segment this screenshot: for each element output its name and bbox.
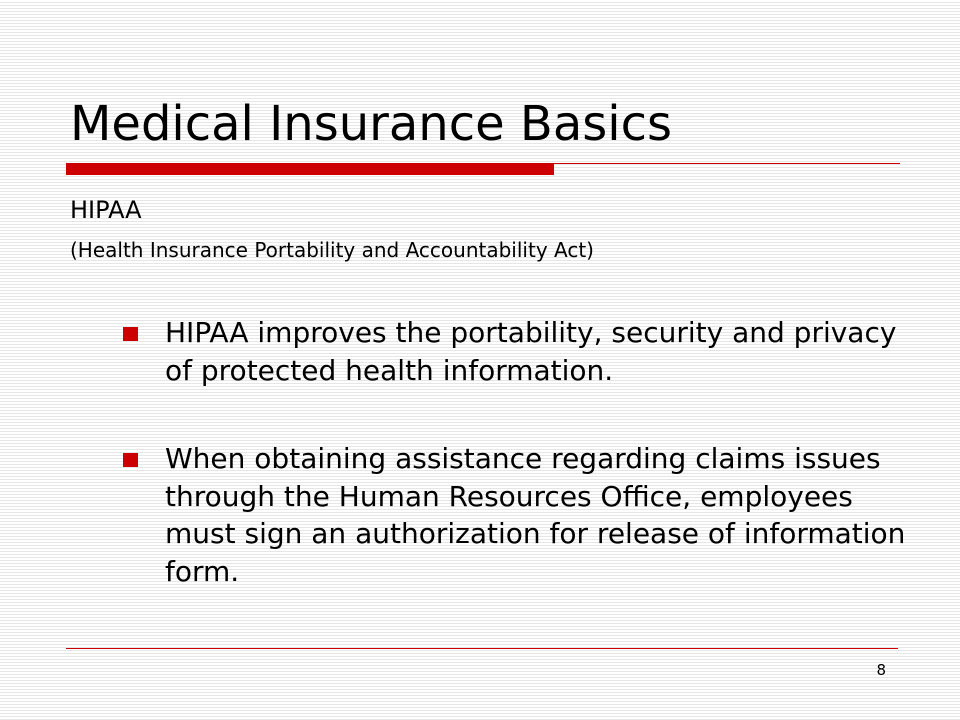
slide-title: Medical Insurance Basics: [70, 96, 672, 152]
footer-divider: [66, 648, 898, 649]
square-bullet-icon: [123, 453, 138, 467]
bullet-text: HIPAA improves the portability, security and privacy of protected health information.: [165, 316, 897, 387]
title-underline-accent: [66, 164, 554, 175]
section-heading: HIPAA: [70, 196, 142, 224]
square-bullet-icon: [123, 327, 138, 341]
list-item: [120, 314, 910, 389]
bullet-list: [120, 314, 910, 641]
section-heading-expansion: (Health Insurance Portability and Accountability Act): [70, 238, 594, 262]
list-item: [120, 440, 910, 590]
bullet-text: When obtaining assistance regarding claims issues through the Human Resources Office, employees must sign an authorization for release of information form.: [165, 442, 906, 588]
page-number: 8: [876, 661, 886, 679]
